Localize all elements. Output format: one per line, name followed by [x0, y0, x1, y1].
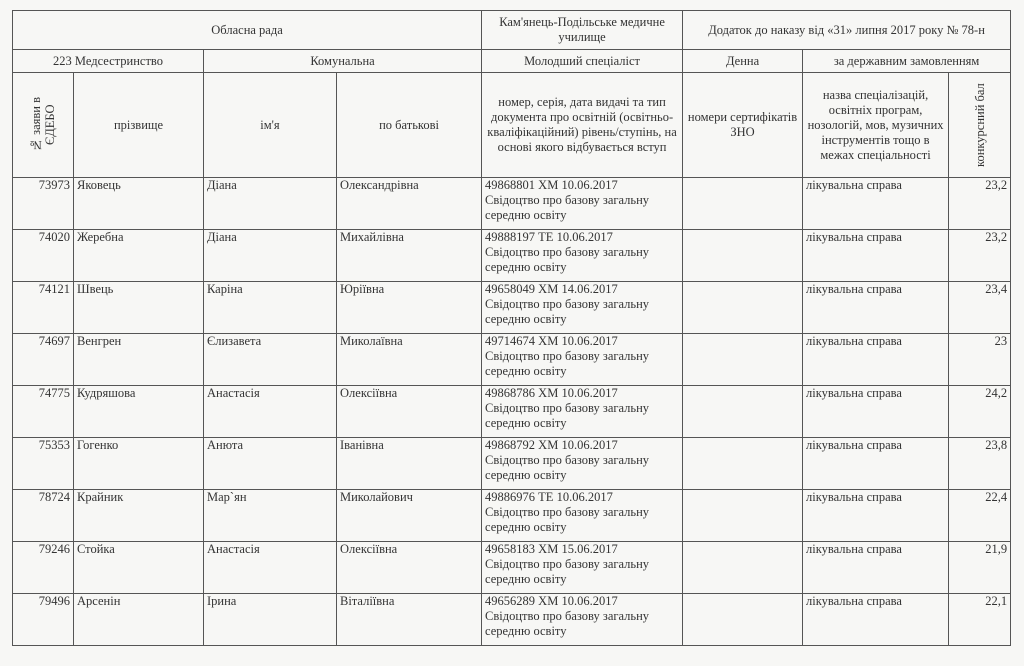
zno-cell — [683, 490, 803, 542]
document-number: 49868792 ХМ 10.06.2017 — [485, 438, 618, 452]
patronymic-cell: Олександрівна — [337, 178, 482, 230]
document-type: Свідоцтво про базову загальну середню освіту — [485, 297, 650, 326]
score-cell: 23,2 — [949, 230, 1011, 282]
document-type: Свідоцтво про базову загальну середню освіту — [485, 401, 650, 430]
specialization-cell: лікувальна справа — [803, 334, 949, 386]
column-header-row — [13, 73, 1011, 178]
name-cell: Єлизавета — [204, 334, 337, 386]
col-header-document: номер, серія, дата видачі та тип документа про освітній (освітньо-кваліфікаційний) рівень/ступінь, на основі якого відбувається вступ — [482, 73, 683, 178]
app-no-cell: 73973 — [13, 178, 74, 230]
document-cell — [482, 230, 683, 282]
score-cell: 22,4 — [949, 490, 1011, 542]
patronymic-cell: Віталіївна — [337, 594, 482, 646]
name-cell: Анюта — [204, 438, 337, 490]
specialization-cell: лікувальна справа — [803, 490, 949, 542]
document-number: 49868786 ХМ 10.06.2017 — [485, 386, 618, 400]
document-cell — [482, 282, 683, 334]
app-no-cell: 74775 — [13, 386, 74, 438]
document-number: 49658049 ХМ 14.06.2017 — [485, 282, 618, 296]
table-row — [13, 178, 1011, 230]
document-cell — [482, 178, 683, 230]
zno-cell — [683, 230, 803, 282]
name-cell: Діана — [204, 178, 337, 230]
document-type: Свідоцтво про базову загальну середню освіту — [485, 505, 650, 534]
study-form-cell: Денна — [683, 50, 803, 73]
app-no-header-text: № заяви в ЄДЕБО — [29, 97, 57, 153]
ownership-cell: Комунальна — [204, 50, 482, 73]
surname-cell: Арсенін — [74, 594, 204, 646]
document-type: Свідоцтво про базову загальну середню освіту — [485, 349, 650, 378]
app-no-cell: 74020 — [13, 230, 74, 282]
admission-table — [12, 10, 1011, 646]
surname-cell: Жеребна — [74, 230, 204, 282]
score-cell: 24,2 — [949, 386, 1011, 438]
document-cell — [482, 386, 683, 438]
surname-cell: Венгрен — [74, 334, 204, 386]
app-no-cell: 78724 — [13, 490, 74, 542]
document-type: Свідоцтво про базову загальну середню освіту — [485, 453, 650, 482]
document-cell — [482, 334, 683, 386]
document-cell — [482, 542, 683, 594]
level-cell: Молодший спеціаліст — [482, 50, 683, 73]
score-cell: 23,2 — [949, 178, 1011, 230]
patronymic-cell: Іванівна — [337, 438, 482, 490]
col-header-score — [949, 73, 1011, 178]
patronymic-cell: Олексіївна — [337, 542, 482, 594]
zno-cell — [683, 594, 803, 646]
patronymic-cell: Михайлівна — [337, 230, 482, 282]
score-cell: 23 — [949, 334, 1011, 386]
document-cell — [482, 594, 683, 646]
name-cell: Ірина — [204, 594, 337, 646]
surname-cell: Швець — [74, 282, 204, 334]
council-cell: Обласна рада — [13, 11, 482, 50]
name-cell: Мар`ян — [204, 490, 337, 542]
table-row — [13, 594, 1011, 646]
col-header-specialization: назва спеціалізацій, освітніх програм, нозологій, мов, музичних інструментів тощо в межах спеціальності — [803, 73, 949, 178]
col-header-name: ім'я — [204, 73, 337, 178]
name-cell: Каріна — [204, 282, 337, 334]
col-header-surname: прізвище — [74, 73, 204, 178]
document-number: 49868801 ХМ 10.06.2017 — [485, 178, 618, 192]
document-type: Свідоцтво про базову загальну середню освіту — [485, 609, 650, 638]
patronymic-cell: Миколаївна — [337, 334, 482, 386]
table-row — [13, 490, 1011, 542]
specialty-cell: 223 Медсестринство — [13, 50, 204, 73]
name-cell: Діана — [204, 230, 337, 282]
score-cell: 21,9 — [949, 542, 1011, 594]
order-cell: Додаток до наказу від «31» липня 2017 року № 78-н — [683, 11, 1011, 50]
app-no-cell: 74121 — [13, 282, 74, 334]
school-cell: Кам'янець-Подільське медичне училище — [482, 11, 683, 50]
table-row — [13, 438, 1011, 490]
zno-cell — [683, 438, 803, 490]
specialization-cell: лікувальна справа — [803, 282, 949, 334]
app-no-cell: 79496 — [13, 594, 74, 646]
document-number: 49888197 ТЕ 10.06.2017 — [485, 230, 613, 244]
score-header-text: конкурсний бал — [972, 83, 987, 167]
app-no-cell: 79246 — [13, 542, 74, 594]
score-cell: 23,8 — [949, 438, 1011, 490]
specialization-cell: лікувальна справа — [803, 542, 949, 594]
document-cell — [482, 490, 683, 542]
table-row — [13, 386, 1011, 438]
score-cell: 22,1 — [949, 594, 1011, 646]
zno-cell — [683, 282, 803, 334]
document-cell — [482, 438, 683, 490]
specialization-cell: лікувальна справа — [803, 386, 949, 438]
document-number: 49656289 ХМ 10.06.2017 — [485, 594, 618, 608]
specialization-cell: лікувальна справа — [803, 594, 949, 646]
surname-cell: Гогенко — [74, 438, 204, 490]
app-no-cell: 75353 — [13, 438, 74, 490]
surname-cell: Крайник — [74, 490, 204, 542]
specialization-cell: лікувальна справа — [803, 178, 949, 230]
patronymic-cell: Олексіївна — [337, 386, 482, 438]
header-row-2 — [13, 50, 1011, 73]
document-type: Свідоцтво про базову загальну середню освіту — [485, 245, 650, 274]
table-row — [13, 282, 1011, 334]
name-cell: Анастасія — [204, 542, 337, 594]
surname-cell: Кудряшова — [74, 386, 204, 438]
patronymic-cell: Юріївна — [337, 282, 482, 334]
table-row — [13, 542, 1011, 594]
document-number: 49886976 ТЕ 10.06.2017 — [485, 490, 613, 504]
header-row-1 — [13, 11, 1011, 50]
surname-cell: Стойка — [74, 542, 204, 594]
zno-cell — [683, 178, 803, 230]
patronymic-cell: Миколайович — [337, 490, 482, 542]
col-header-patronymic: по батькові — [337, 73, 482, 178]
document-number: 49714674 ХМ 10.06.2017 — [485, 334, 618, 348]
col-header-zno: номери сертифікатів ЗНО — [683, 73, 803, 178]
name-cell: Анастасія — [204, 386, 337, 438]
zno-cell — [683, 334, 803, 386]
zno-cell — [683, 542, 803, 594]
col-header-app-no — [13, 73, 74, 178]
funding-cell: за державним замовленням — [803, 50, 1011, 73]
zno-cell — [683, 386, 803, 438]
document-number: 49658183 ХМ 15.06.2017 — [485, 542, 618, 556]
specialization-cell: лікувальна справа — [803, 438, 949, 490]
document-type: Свідоцтво про базову загальну середню освіту — [485, 557, 650, 586]
surname-cell: Яковець — [74, 178, 204, 230]
table-row — [13, 230, 1011, 282]
app-no-cell: 74697 — [13, 334, 74, 386]
table-row — [13, 334, 1011, 386]
document-type: Свідоцтво про базову загальну середню освіту — [485, 193, 650, 222]
specialization-cell: лікувальна справа — [803, 230, 949, 282]
score-cell: 23,4 — [949, 282, 1011, 334]
